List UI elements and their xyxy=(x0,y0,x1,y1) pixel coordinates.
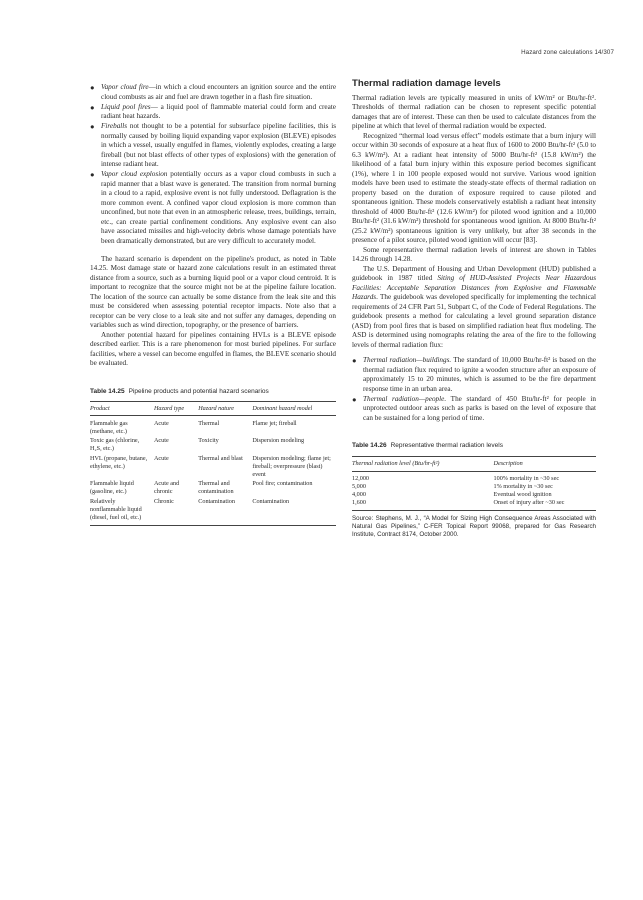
cell-level: 12,000 xyxy=(352,474,370,482)
cell-product: Flammable liquid (gasoline, etc.) xyxy=(90,480,134,496)
cell-product: Toxic gas (chlorine, H₂S, etc.) xyxy=(90,437,140,453)
products-hazard-table xyxy=(90,401,336,526)
cell-type: Acute xyxy=(153,419,169,427)
cell-model: Dispersion modeling xyxy=(252,437,305,445)
cell-product: HVL (propane, butane, ethylene, etc.) xyxy=(90,454,148,470)
list-item xyxy=(352,395,596,424)
table-row xyxy=(90,497,336,526)
guidebook-title: Siting of HUD-Assisted Projects Near Hazardous Facilities: Acceptable Separation Distances from Explosive and Flammable Hazards xyxy=(352,274,596,301)
bullet-text: The standard of 450 Btu/hr-ft² for people in unprotected outdoor areas such as parks is based on the level of exposure that can be sustained for a long period of time. xyxy=(363,394,596,422)
cell-nature: Thermal and blast xyxy=(198,454,243,462)
bullet-icon: ● xyxy=(352,394,357,404)
list-item xyxy=(352,356,596,394)
cell-nature: Thermal and contamination xyxy=(198,480,234,496)
table-row xyxy=(352,471,596,483)
table-caption xyxy=(90,387,336,397)
body-paragraph: Another potential hazard for pipelines containing HVLs is a BLEVE episode described earlier. This is a rare phenomenon for most buried pipelines. For surface facilities, where a vessel can become engulfed in flames, the BLEVE scenario should be evaluated. xyxy=(90,330,336,367)
table-row xyxy=(90,415,336,436)
bullet-term: Vapor cloud explosion xyxy=(101,170,168,178)
cell-type: Acute xyxy=(153,437,169,445)
running-head: Hazard zone calculations 14/307 xyxy=(521,49,614,56)
bullet-icon: ● xyxy=(90,170,95,179)
table-row xyxy=(90,454,336,479)
cell-model: Pool fire; contamination xyxy=(252,480,313,488)
cell-description: 1% mortality in ~30 sec xyxy=(493,482,553,490)
body-paragraph: Thermal radiation levels are typically measured in units of kW/m² or Btu/hr-ft². Thresholds of thermal radiation can be chosen to represent specific potential damages that are of interest. These can then be used to calculate distances from the pipeline at which that level of thermal radiation would be expected. xyxy=(352,93,596,130)
body-paragraph: Recognized “thermal load versus effect” models estimate that a burn injury will occur within 30 seconds of exposure at a heat flux of 1600 to 2000 Btu/hr-ft² (5.0 to 6.3 kW/m²). At a radiant heat intensity of 5000 Btu/hr-ft² (15.8 kW/m²) the likelihood of a fatal burn injury within this exposure period becomes significant (1%), where 1 in 100 people exposed would not survive. Various wood ignition models have been used to estimate the steady-state effects of thermal radiation on property based on the duration of exposure required to cause piloted and spontaneous ignition. These models conservatively establish a radiant heat intensity threshold of 4000 Btu/hr-ft² (12.6 kW/m²) for piloted wood ignition and a 10,000 Btu/hr-ft² (31.6 kW/m²) threshold for spontaneous wood ignition. At 8000 Btu/hr-ft² (25.2 kW/m²) spontaneous ignition is very unlikely, but after 38 seconds in the presence of a pilot source, piloted wood ignition will occur [83]. xyxy=(352,131,596,244)
list-item xyxy=(90,122,336,170)
bullet-term: Thermal radiation—buildings. xyxy=(363,356,452,364)
list-item xyxy=(90,83,336,102)
cell-nature: Toxicity xyxy=(198,437,219,445)
cell-model: Dispersion modeling; flame jet; fireball; overpressure (blast) event xyxy=(252,454,331,478)
cell-model: Contamination xyxy=(252,497,336,526)
table-row xyxy=(90,436,336,454)
table-title: Pipeline products and potential hazard scenarios xyxy=(128,387,269,395)
table-row xyxy=(352,499,596,511)
cell-product: Flammable gas (methane, etc.) xyxy=(90,419,128,435)
list-item xyxy=(90,170,336,246)
bullet-text: potentially occurs as a vapor cloud combusts in such a rapid manner that a blast wave is generated. The transition from normal burning in a cloud to a rapid, explosive event is not fully understood. Deflagration is the more common event. A confined vapor cloud explosion is more common than unconfined, but note that even in an atmospheric release, trees, buildings, terrain, etc., can create partial confinement conditions. Any explosive event can also have associated missiles and high-velocity debris whose damage potentials have been dramatically demonstrated, but are very difficult to accurately model. xyxy=(101,170,336,245)
bullet-icon: ● xyxy=(90,83,95,92)
column-header: Product xyxy=(90,402,154,416)
bullet-term: Vapor cloud fire xyxy=(101,83,149,91)
bullet-term: Fireballs xyxy=(101,122,128,130)
cell-level: 1,600 xyxy=(352,499,494,511)
hazard-scenario-list xyxy=(90,83,336,246)
column-header: Description xyxy=(494,456,596,471)
cell-type: Acute xyxy=(153,454,169,462)
bullet-term: Liquid pool fires xyxy=(101,102,151,111)
bullet-icon: ● xyxy=(90,122,95,131)
column-header: Dominant hazard model xyxy=(252,402,336,416)
cell-product: Relatively nonflammable liquid (diesel, fuel oil, etc.) xyxy=(90,497,154,526)
table-title: Representative thermal radiation levels xyxy=(390,442,503,449)
right-column xyxy=(352,62,596,540)
cell-model: Flame jet; fireball xyxy=(252,419,297,427)
cell-level: 4,000 xyxy=(352,490,366,498)
thermal-radiation-table xyxy=(352,456,596,511)
bullet-text: — a liquid pool of flammable material could form and create radiant heat hazards. xyxy=(101,102,336,120)
list-item xyxy=(90,103,336,122)
table-row xyxy=(352,483,596,491)
body-paragraph: Some representative thermal radiation levels of interest are shown in Tables 14.26 through 14.28. xyxy=(352,245,596,263)
table-row xyxy=(90,479,336,497)
body-paragraph xyxy=(352,265,596,351)
table-number: Table 14.25 xyxy=(90,387,125,395)
bullet-text: The standard of 10,000 Btu/hr-ft² is based on the thermal radiation flux required to ignite a wooden structure after an exposure of approximately 15 to 20 minutes, which is assumed to be the fire department response time in an urban area. xyxy=(363,356,597,393)
bullet-icon: ● xyxy=(90,102,95,112)
body-paragraph: The hazard scenario is dependent on the pipeline's product, as noted in Table 14.25. Most damage state or hazard zone calculations result in an estimated threat distance from a source, such as a burning liquid pool or a vapor cloud centroid. It is important to recognize that the source might not be at the pipeline failure location. The location of the source can actually be some distance from the leak site and this must be considered when assessing potential receptor impacts. Note also that a receptor can be very close to a leak site and not suffer any damages, depending on variables such as wind direction, topography, or the presence of barriers. xyxy=(90,254,336,329)
cell-type: Chronic xyxy=(154,497,198,526)
paragraph-text: The U.S. Department of Housing and Urban Development (HUD) published a guidebook in 1987 titled xyxy=(352,264,596,282)
table-source-note: Source: Stephens, M. J., “A Model for Sizing High Consequence Areas Associated with Natural Gas Pipelines,” C-FER Topical Report 99068, prepared for Gas Research Institute, Contract 8174, October 2000. xyxy=(352,514,596,539)
paragraph-text: . The guidebook was developed specifically for implementing the technical requirements of 24 CFR Part 51, Subpart C, of the Code of Federal Regulations. The guidebook presents a method for calculating a level ground separation distance (ASD) from pool fires that is based on simplified radiation heat flux modeling. The ASD is determined using nomographs relating the area of the fire to the following levels of thermal radiation flux: xyxy=(352,293,596,349)
column-header: Hazard type xyxy=(154,402,198,416)
cell-description: Onset of injury after ~30 sec xyxy=(494,499,596,511)
bullet-term: Thermal radiation—people. xyxy=(363,394,447,403)
table-number: Table 14.26 xyxy=(352,442,387,449)
table-caption xyxy=(352,441,596,451)
cell-description: 100% mortality in ~30 sec xyxy=(493,474,560,482)
table-row xyxy=(352,491,596,499)
left-column xyxy=(90,83,336,526)
bullet-icon: ● xyxy=(352,356,357,365)
cell-type: Acute and chronic xyxy=(153,480,180,496)
radiation-standards-list xyxy=(352,356,596,423)
cell-nature: Thermal xyxy=(198,419,220,427)
column-header: Thermal radiation level (Btu/hr-ft²) xyxy=(352,456,494,471)
cell-level: 5,000 xyxy=(352,482,366,490)
cell-nature: Contamination xyxy=(198,497,252,526)
cell-description: Eventual wood ignition xyxy=(493,490,552,498)
column-header: Hazard nature xyxy=(198,402,252,416)
section-heading: Thermal radiation damage levels xyxy=(352,78,501,89)
bullet-text: not thought to be a potential for subsurface pipeline facilities, this is normally caused by boiling liquid expanding vapor explosion (BLEVE) episodes in which a vessel, usually engulfed in flames, violently explodes, creating a large fireball (but not blast effects of other types of explosions) with the generation of intense radiant heat. xyxy=(101,122,336,168)
bullet-text: —in which a cloud encounters an ignition source and the entire cloud combusts as air and fuel are drawn together in a flash fire situation. xyxy=(101,83,337,101)
